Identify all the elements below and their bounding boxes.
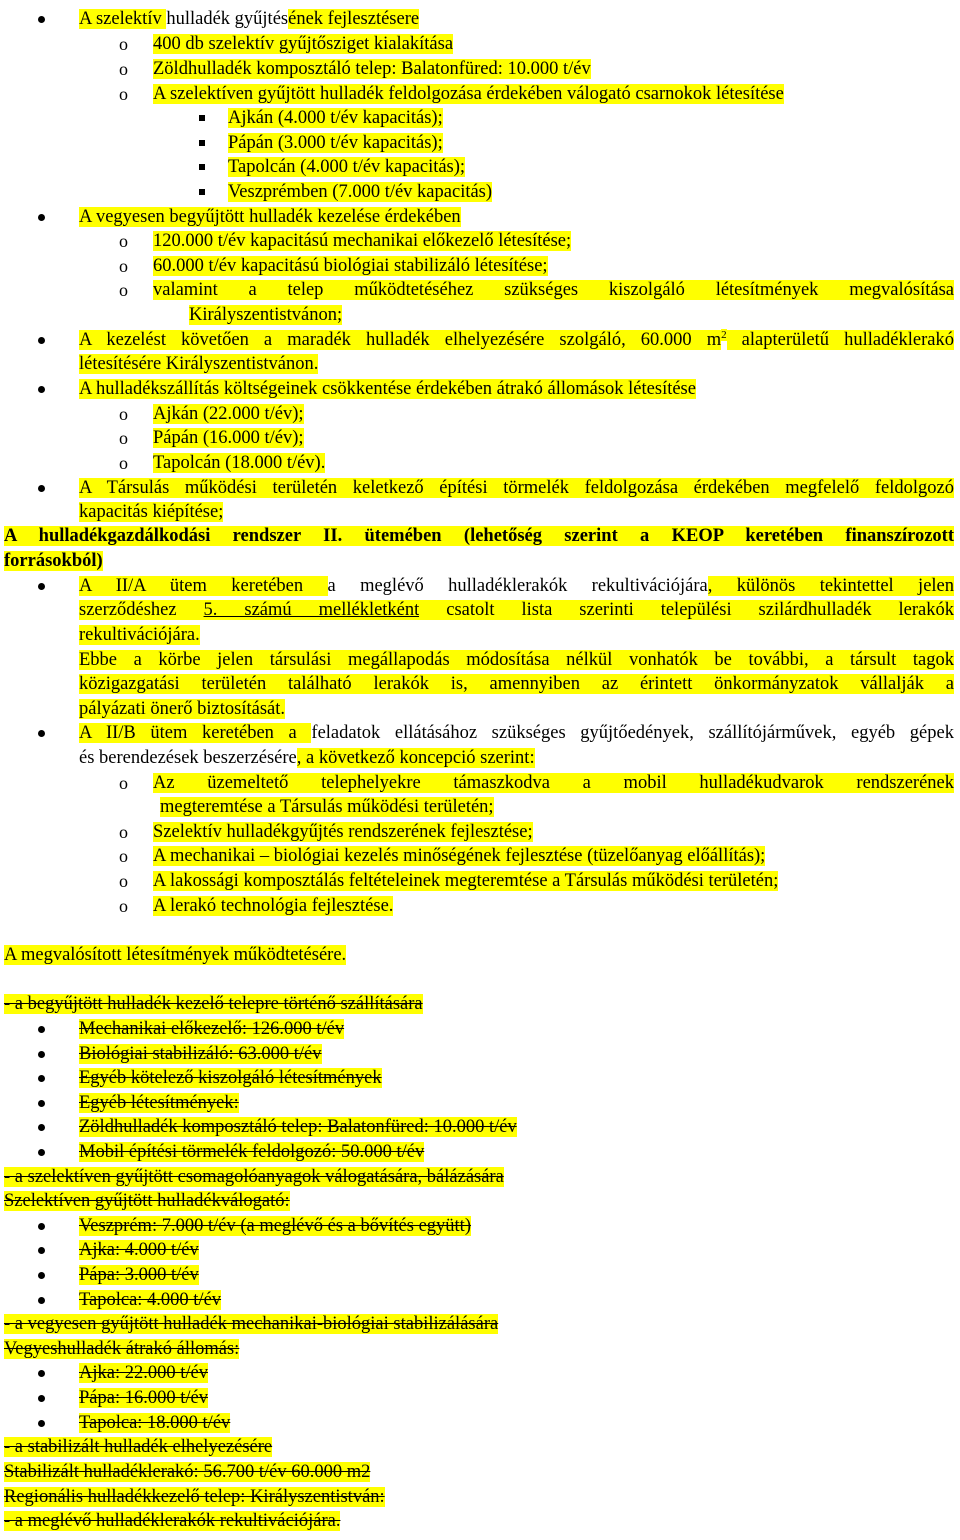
text-segment: Mobil építési törmelék feldolgozó: 50.000 t/év: [79, 1142, 425, 1162]
text-segment: A szelektíven gyűjtött hulladék feldolgozása érdekében válogató csarnokok létesítése: [153, 84, 784, 104]
text-segment: A II/B ütem keretében a: [79, 723, 312, 743]
text-line: [153, 844, 873, 869]
bullet-dot-icon: [38, 1075, 45, 1082]
text-segment: és berendezések beszerzésére: [79, 748, 297, 768]
text-line: [153, 82, 873, 107]
text-line: [79, 574, 954, 599]
text-line: [4, 1189, 504, 1214]
text-line: [228, 131, 528, 156]
text-segment: hulladék gyűjtés: [166, 9, 289, 29]
bullet-circle-icon: o: [119, 822, 128, 842]
text-segment: Ebbe a körbe jelen társulási megállapodás módosítása nélkül vonhatók be további, a társult tagok: [79, 650, 954, 670]
text-line: [79, 697, 379, 722]
text-line: [228, 155, 528, 180]
text-line: [79, 377, 879, 402]
bullet-dot-icon: [38, 337, 45, 344]
text-segment: kapacitás kiépítése;: [79, 502, 224, 522]
text-line: [4, 524, 954, 549]
text-line: [79, 352, 479, 377]
text-line: [228, 106, 528, 131]
text-line: [4, 992, 604, 1017]
text-line: [153, 229, 653, 254]
bullet-dot-icon: [38, 485, 45, 492]
bullet-dot-icon: [38, 1223, 45, 1230]
bullet-circle-icon: o: [119, 84, 128, 104]
text-segment: Vegyeshulladék átrakó állomás:: [4, 1339, 240, 1359]
text-line: [79, 623, 379, 648]
text-segment: A hulladékszállítás költségeinek csökkentése érdekében átrakó állomások létesítése: [79, 379, 696, 399]
text-segment: Tapolca: 18.000 t/év: [79, 1413, 231, 1433]
text-segment: A megvalósított létesítmények működtetésére.: [4, 945, 347, 965]
text-line: [153, 57, 653, 82]
bullet-circle-icon: o: [119, 428, 128, 448]
bullet-circle-icon: o: [119, 34, 128, 54]
text-line: [189, 303, 489, 328]
text-segment: Egyéb kötelező kiszolgáló létesítmények: [79, 1068, 382, 1088]
text-line: [79, 746, 679, 771]
text-segment: Veszprém: 7.000 t/év (a meglévő és a bővítés együtt): [79, 1216, 471, 1236]
bullet-dot-icon: [38, 1149, 45, 1156]
text-segment: A lakossági komposztálás feltételeinek megteremtése a Társulás működési területén;: [153, 871, 779, 891]
text-line: [79, 500, 379, 525]
text-segment: Zöldhulladék komposztáló telep: Balatonfüred: 10.000 t/év: [79, 1117, 517, 1137]
text-segment: 120.000 t/év kapacitású mechanikai előkezelő létesítése;: [153, 231, 572, 251]
bullet-circle-icon: o: [119, 871, 128, 891]
bullet-circle-icon: o: [119, 256, 128, 276]
text-line: [153, 771, 954, 796]
bullet-dot-icon: [38, 1272, 45, 1279]
text-segment: A vegyesen begyűjtött hulladék kezelése érdekében: [79, 207, 461, 227]
text-line: [79, 1386, 479, 1411]
bullet-dot-icon: [38, 730, 45, 737]
text-segment: Biológiai stabilizáló: 63.000 t/év: [79, 1044, 322, 1064]
text-line: [79, 1214, 679, 1239]
text-segment: Szelektíven gyűjtött hulladékválogató:: [4, 1191, 290, 1211]
bullet-circle-icon: o: [119, 280, 128, 300]
text-segment: megteremtése a Társulás működési területén;: [160, 797, 494, 817]
text-segment: 60.000 t/év kapacitású biológiai stabilizáló létesítése;: [153, 256, 548, 276]
text-line: [4, 549, 304, 574]
text-line: [4, 1337, 404, 1362]
bullet-dot-icon: [38, 1395, 45, 1402]
bullet-dot-icon: [38, 1247, 45, 1254]
text-segment: Egyéb létesítmények:: [79, 1093, 239, 1113]
text-line: [153, 820, 653, 845]
bullet-circle-icon: o: [119, 453, 128, 473]
bullet-dot-icon: [38, 1297, 45, 1304]
text-line: [79, 7, 479, 32]
text-line: [79, 205, 579, 230]
text-segment: Pápa: 16.000 t/év: [79, 1388, 208, 1408]
text-line: [4, 943, 504, 968]
text-line: [79, 1066, 579, 1091]
text-line: [79, 1017, 579, 1042]
bullet-dot-icon: [38, 1051, 45, 1058]
text-line: [4, 1165, 654, 1190]
text-segment: Veszprémben (7.000 t/év kapacitás): [228, 182, 493, 202]
text-segment: Pápán (3.000 t/év kapacitás);: [228, 133, 443, 153]
text-line: [79, 598, 954, 623]
text-segment: A hulladékgazdálkodási rendszer II. ütemében (lehetőség szerint a KEOP keretében finanszírozott: [4, 526, 954, 546]
bullet-dot-icon: [38, 1124, 45, 1131]
text-segment: A szelektív: [79, 9, 167, 29]
text-line: [4, 1509, 604, 1534]
text-segment: Ajkán (4.000 t/év kapacitás);: [228, 108, 443, 128]
text-line: [153, 254, 653, 279]
text-segment: A mechanikai – biológiai kezelés minőségének fejlesztése (tüzelőanyag előállítás);: [153, 846, 766, 866]
text-segment: A kezelést követően a maradék hulladék elhelyezésére szolgáló, 60.000 m: [79, 330, 722, 350]
text-segment: - a begyűjtött hulladék kezelő telepre történő szállítására: [4, 994, 423, 1014]
text-line: [79, 1288, 479, 1313]
text-segment: létesítésére Királyszentistvánon.: [79, 354, 319, 374]
bullet-circle-icon: o: [119, 59, 128, 79]
text-segment: 5. számú mellékletként: [203, 600, 420, 620]
text-line: [153, 402, 453, 427]
text-line: [153, 451, 453, 476]
text-line: [153, 32, 653, 57]
text-segment: A Társulás működési területén keletkező építési törmelék feldolgozása érdekében megfelelő feldolgozó: [79, 478, 954, 498]
text-line: [79, 1238, 479, 1263]
text-segment: szerződéshez: [79, 600, 204, 620]
text-line: [79, 1042, 579, 1067]
text-segment: rekultivációjára.: [79, 625, 200, 645]
text-segment: csatolt lista szerinti települési szilárdhulladék lerakók: [419, 600, 955, 620]
text-segment: Zöldhulladék komposztáló telep: Balatonfüred: 10.000 t/év: [153, 59, 591, 79]
text-segment: , különös tekintettel jelen: [707, 576, 955, 596]
text-line: [79, 672, 954, 697]
text-segment: Tapolca: 4.000 t/év: [79, 1290, 222, 1310]
bullet-circle-icon: o: [119, 404, 128, 424]
text-line: [228, 180, 528, 205]
text-segment: - a stabilizált hulladék elhelyezésére: [4, 1437, 273, 1457]
bullet-square-icon: [199, 164, 205, 170]
text-segment: közigazgatási területén található lerakók is, amennyiben az érintett önkormányzatok vállalják a: [79, 674, 954, 694]
text-line: [79, 721, 954, 746]
bullet-circle-icon: o: [119, 773, 128, 793]
bullet-square-icon: [199, 140, 205, 146]
text-line: [4, 1312, 654, 1337]
text-segment: Az üzemeltető telephelyekre támaszkodva a mobil hulladékudvarok rendszerének: [153, 773, 954, 793]
text-line: [79, 328, 954, 353]
text-segment: A lerakó technológia fejlesztése.: [153, 896, 394, 916]
text-segment: , a következő koncepció szerint:: [296, 748, 535, 768]
text-line: [153, 869, 873, 894]
text-segment: Tapolcán (4.000 t/év kapacitás);: [228, 157, 466, 177]
text-line: [4, 1435, 404, 1460]
text-line: [79, 1411, 479, 1436]
bullet-dot-icon: [38, 214, 45, 221]
bullet-square-icon: [199, 115, 205, 121]
text-segment: valamint a telep működtetéséhez szükséges kiszolgáló létesítmények megvalósítása: [153, 280, 954, 300]
text-line: [153, 894, 553, 919]
text-line: [4, 1460, 604, 1485]
text-line: [79, 476, 954, 501]
text-line: [160, 795, 660, 820]
bullet-square-icon: [199, 189, 205, 195]
text-segment: A II/A ütem keretében: [79, 576, 328, 596]
text-segment: 400 db szelektív gyűjtősziget kialakítása: [153, 34, 454, 54]
text-segment: Mechanikai előkezelő: 126.000 t/év: [79, 1019, 345, 1039]
text-segment: Ajka: 22.000 t/év: [79, 1363, 208, 1383]
text-line: [4, 1485, 604, 1510]
text-segment: ének fejlesztésere: [288, 9, 420, 29]
text-segment: Stabilizált hulladéklerakó: 56.700 t/év 60.000 m2: [4, 1462, 371, 1482]
text-segment: - a meglévő hulladéklerakók rekultivációjára.: [4, 1511, 341, 1531]
text-segment: Királyszentistvánon;: [189, 305, 343, 325]
text-segment: pályázati önerő biztosítását.: [79, 699, 285, 719]
text-line: [79, 1140, 579, 1165]
text-line: [153, 278, 954, 303]
text-segment: feladatok ellátásához szükséges gyűjtőedények, szállítójárművek, egyéb gépek: [311, 723, 954, 743]
bullet-dot-icon: [38, 1026, 45, 1033]
bullet-dot-icon: [38, 583, 45, 590]
text-segment: Pápán (16.000 t/év);: [153, 428, 304, 448]
bullet-circle-icon: o: [119, 896, 128, 916]
text-segment: Tapolcán (18.000 t/év).: [153, 453, 326, 473]
bullet-dot-icon: [38, 1100, 45, 1107]
bullet-circle-icon: o: [119, 231, 128, 251]
bullet-dot-icon: [38, 386, 45, 393]
text-segment: Pápa: 3.000 t/év: [79, 1265, 199, 1285]
text-line: [153, 426, 453, 451]
text-line: [79, 1115, 679, 1140]
text-segment: Szelektív hulladékgyűjtés rendszerének fejlesztése;: [153, 822, 533, 842]
bullet-dot-icon: [38, 16, 45, 23]
text-segment: a meglévő hulladéklerakók rekultivációjára: [327, 576, 708, 596]
bullet-circle-icon: o: [119, 846, 128, 866]
text-segment: forrásokból): [4, 551, 103, 571]
text-line: [79, 648, 954, 673]
text-segment: Ajka: 4.000 t/év: [79, 1240, 199, 1260]
text-line: [79, 1091, 579, 1116]
text-segment: alapterületű hulladéklerakó: [726, 330, 954, 350]
text-line: [79, 1361, 479, 1386]
text-segment: Ajkán (22.000 t/év);: [153, 404, 304, 424]
text-line: [79, 1263, 479, 1288]
text-segment: Regionális hulladékkezelő telep: Királyszentistván:: [4, 1487, 385, 1507]
text-segment: - a vegyesen gyűjtött hulladék mechanikai-biológiai stabilizálására: [4, 1314, 499, 1334]
text-segment: - a szelektíven gyűjtött csomagolóanyagok válogatására, bálázására: [4, 1167, 504, 1187]
bullet-dot-icon: [38, 1370, 45, 1377]
text-segment: 2: [721, 328, 727, 341]
bullet-dot-icon: [38, 1420, 45, 1427]
